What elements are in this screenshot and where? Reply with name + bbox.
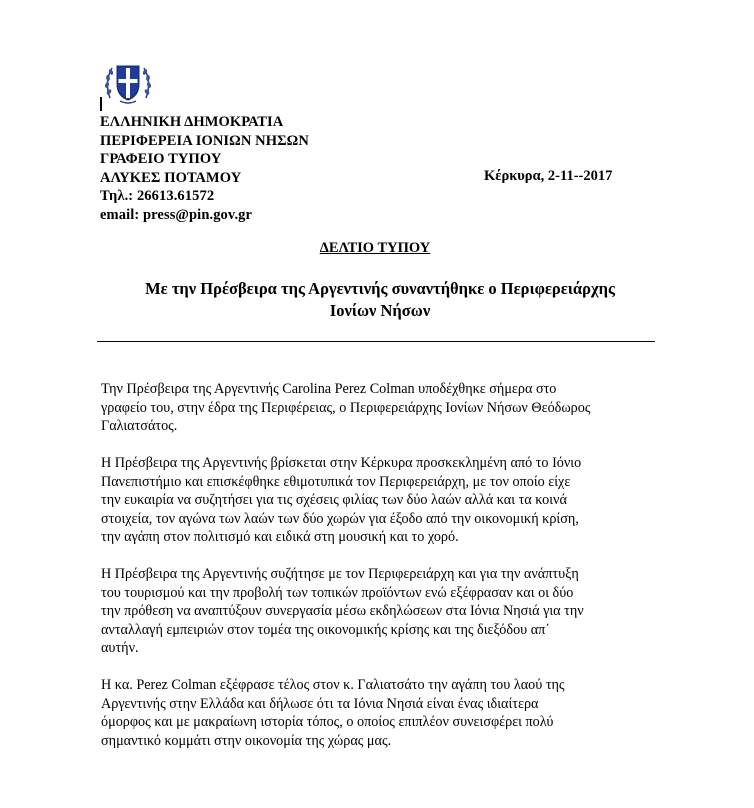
document-body: [101, 380, 661, 769]
paragraph-line: την πρόθεση να αναπτύξουν συνεργασία μέσω εκδηλώσεων στα Ιόνια Νησιά για την: [101, 603, 584, 619]
header-region: ΠΕΡΙΦΕΡΕΙΑ ΙΟΝΙΩΝ ΝΗΣΩΝ: [100, 132, 309, 149]
paragraph-line: του τουρισμού και την προβολή των τοπικών προϊόντων ενώ εξέφρασαν και οι δύο: [101, 584, 574, 601]
title-line-1: Με την Πρέσβειρα της Αργεντινής συναντήθηκε ο Περιφερειάρχης: [145, 279, 615, 298]
paragraph-2: [101, 454, 661, 547]
paragraph-line: Πανεπιστήμιο και επισκέφθηκε εθιμοτυπικά τον Περιφερειάρχη, με τον οποίο είχε: [101, 473, 571, 490]
press-release-label-text: ΔΕΛΤΙΟ ΤΥΠΟΥ: [319, 240, 431, 256]
paragraph-1: [101, 380, 661, 436]
paragraph-line: αυτήν.: [101, 640, 139, 656]
title-divider: [97, 341, 655, 342]
title-line-2: Ιονίων Νήσων: [329, 301, 431, 320]
paragraph-line: Η κα. Perez Colman εξέφρασε τέλος στον κ. Γαλιατσάτο την αγάπη του λαού της: [101, 677, 565, 693]
header-email: email: press@pin.gov.gr: [100, 206, 253, 223]
paragraph-line: Την Πρέσβειρα της Αργεντινής Carolina Perez Colman υποδέχθηκε σήμερα στο: [101, 381, 557, 397]
hellenic-republic-emblem-icon: [100, 58, 156, 106]
paragraph-3: [101, 565, 661, 658]
paragraph-4: [101, 676, 661, 750]
paragraph-line: την ευκαιρία να συζητήσει για τις σχέσεις φιλίας των δύο λαών αλλά και τα κοινά: [101, 492, 567, 508]
paragraph-line: σημαντικό κομμάτι στην οικονομία της χώρας μας.: [101, 732, 392, 749]
header-country: ΕΛΛΗΝΙΚΗ ΔΗΜΟΚΡΑΤΙΑ: [100, 114, 284, 130]
text-cursor: [100, 97, 102, 111]
header-office: ΓΡΑΦΕΙΟ ΤΥΠΟΥ: [100, 151, 222, 167]
paragraph-line: γραφείο του, στην έδρα της Περιφέρειας, ο Περιφερειάρχης Ιονίων Νήσων Θεόδωρος: [101, 399, 591, 416]
paragraph-line: Η Πρέσβειρα της Αργεντινής συζήτησε με τον Περιφερειάρχη και για την ανάπτυξη: [101, 566, 579, 582]
press-release-label: [0, 240, 754, 257]
place-date: Κέρκυρα, 2-11--2017: [484, 168, 613, 184]
paragraph-line: Αργεντινής στην Ελλάδα και δήλωσε ότι τα Ιόνια Νησιά είναι ένας ιδιαίτερα: [101, 695, 539, 712]
paragraph-line: στοιχεία, τον αγώνα των λαών των δύο χωρών για έξοδο από την οικονομική κρίση,: [101, 510, 579, 527]
header-phone: Τηλ.: 26613.61572: [100, 188, 215, 204]
header-address: ΑΛΥΚΕΣ ΠΟΤΑΜΟΥ: [100, 169, 242, 186]
paragraph-line: Γαλιατσάτος.: [101, 418, 178, 434]
paragraph-line: ανταλλαγή εμπειριών στον τομέα της οικονομικής κρίσης και της διεξόδου απ΄: [101, 621, 551, 638]
paragraph-line: όμορφος και με μακραίωνη ιστορία τόπος, ο οποίος επιπλέον συνεισφέρει πολύ: [101, 714, 554, 730]
paragraph-line: Η Πρέσβειρα της Αργεντινής βρίσκεται στην Κέρκυρα προσκεκλημένη από το Ιόνιο: [101, 455, 582, 471]
document-title: [95, 278, 665, 322]
paragraph-line: την αγάπη στον πολιτισμό και ειδικά στη μουσική και το χορό.: [101, 529, 459, 545]
